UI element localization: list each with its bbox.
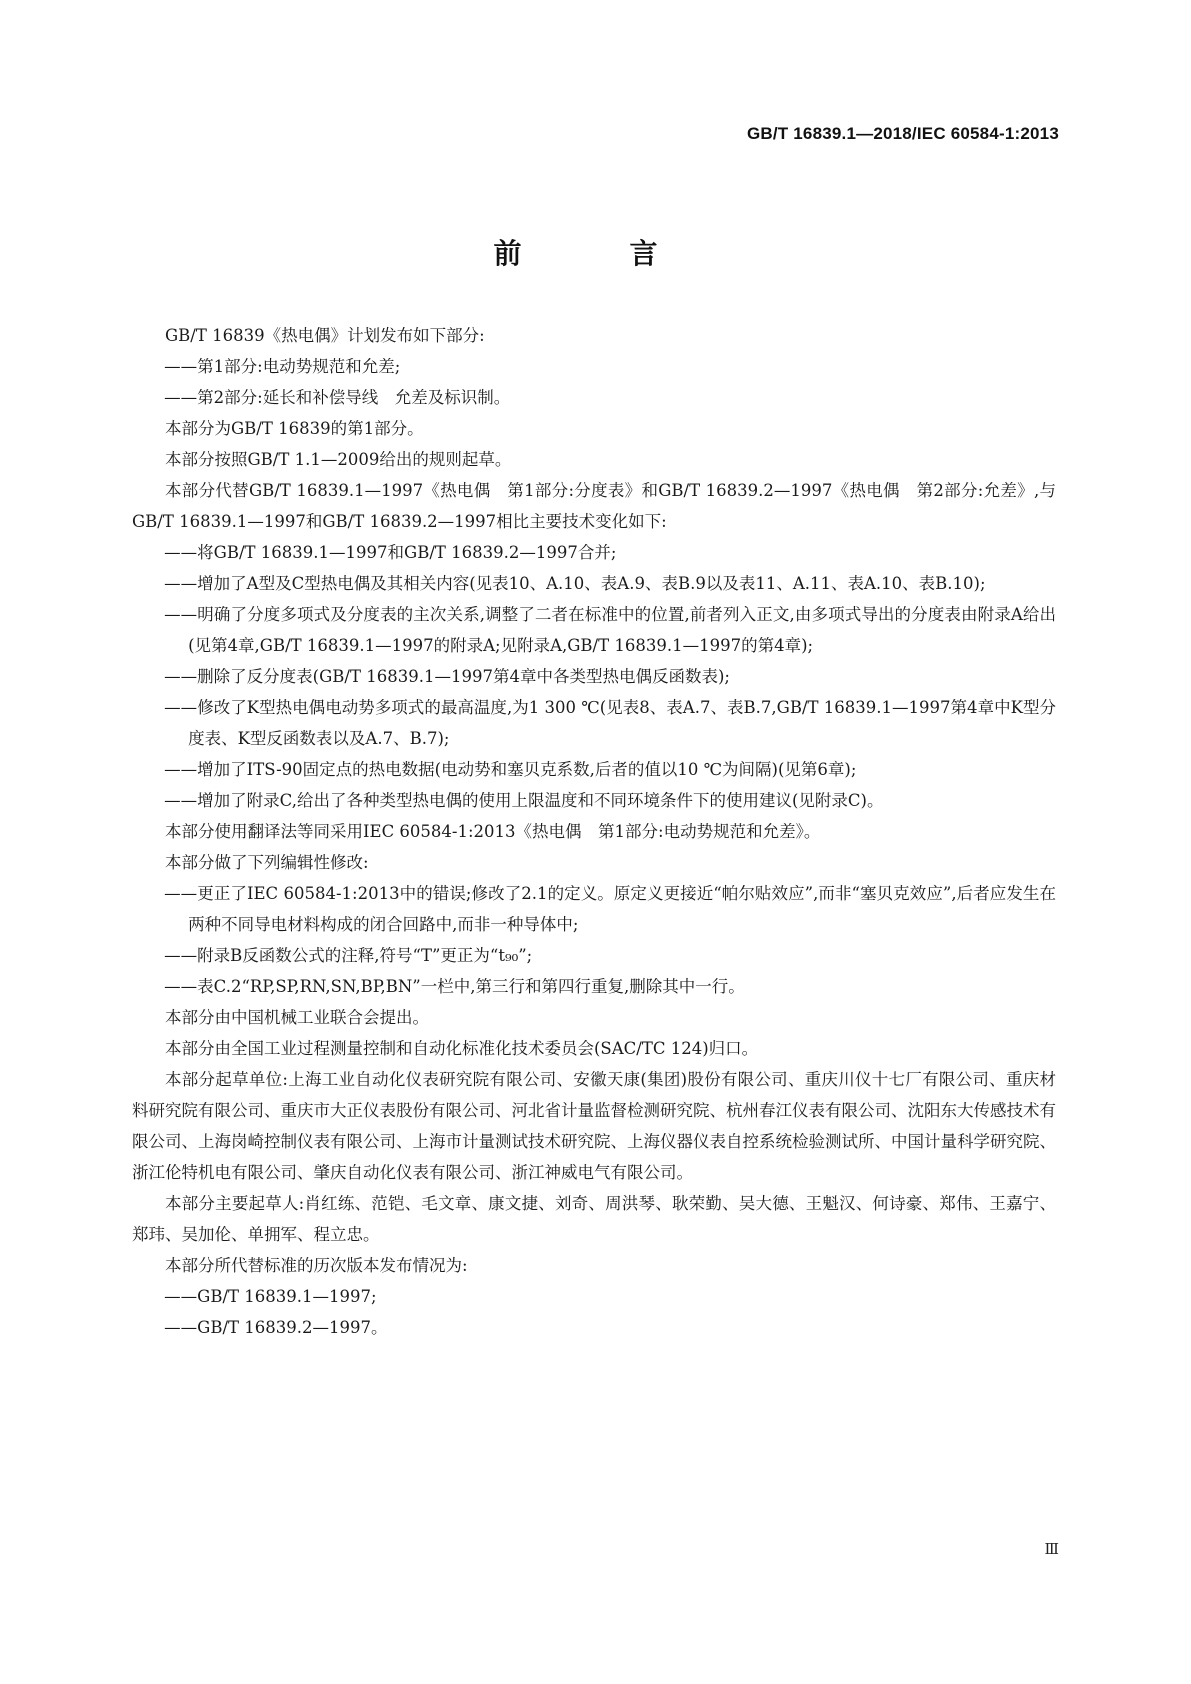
list-item: ——第2部分:延长和补偿导线 允差及标识制。 [164,388,511,407]
list-item: ——表C.2“RP,SP,RN,SN,BP,BN”一栏中,第三行和第四行重复,删除其中一行。 [164,977,745,996]
list-item: ——将GB/T 16839.1—1997和GB/T 16839.2—1997合并; [164,543,617,562]
list-item: ——明确了分度多项式及分度表的主次关系,调整了二者在标准中的位置,前者列入正文,由多项式导出的分度表由附录A给出(见第4章,GB/T 16839.1—1997的附录A;见附录A,GB/T 16839.1—1997的第4章); [164,605,1056,655]
paragraph: 本部分做了下列编辑性修改: [165,853,369,872]
page-number: Ⅲ [1044,1542,1059,1558]
list-item: ——第1部分:电动势规范和允差; [164,357,401,376]
paragraph: 本部分起草单位:上海工业自动化仪表研究院有限公司、安徽天康(集团)股份有限公司、重庆川仪十七厂有限公司、重庆材料研究院有限公司、重庆市大正仪表股份有限公司、河北省计量监督检测研究院、杭州春江仪表有限公司、沈阳东大传感技术有限公司、上海岗崎控制仪表有限公司、上海市计量测试技术研究院、上海仪器仪表自控系统检验测试所、中国计量科学研究院、浙江伦特机电有限公司、肇庆自动化仪表有限公司、浙江神威电气有限公司。 [132,1070,1056,1182]
page-title: 前 言 [493,237,698,270]
paragraph: 本部分由全国工业过程测量控制和自动化标准化技术委员会(SAC/TC 124)归口。 [165,1039,759,1058]
list-item: ——附录B反函数公式的注释,符号“T”更正为“t₉₀”; [164,946,533,965]
list-item: ——更正了IEC 60584-1:2013中的错误;修改了2.1的定义。原定义更接近“帕尔贴效应”,而非“塞贝克效应”,后者应发生在两种不同导电材料构成的闭合回路中,而非一种导体中; [164,884,1056,934]
paragraph: 本部分主要起草人:肖红练、范铠、毛文章、康文捷、刘奇、周洪琴、耿荣勤、吴大德、王魁汉、何诗豪、郑伟、王嘉宁、郑玮、吴加伦、单拥军、程立忠。 [132,1194,1056,1244]
paragraph: 本部分为GB/T 16839的第1部分。 [165,419,424,438]
list-item: ——修改了K型热电偶电动势多项式的最高温度,为1 300 ℃(见表8、表A.7、表B.7,GB/T 16839.1—1997第4章中K型分度表、K型反函数表以及A.7、B.7); [164,698,1056,748]
paragraph: 本部分使用翻译法等同采用IEC 60584-1:2013《热电偶 第1部分:电动势规范和允差》。 [165,822,821,841]
list-item: ——增加了附录C,给出了各种类型热电偶的使用上限温度和不同环境条件下的使用建议(见附录C)。 [164,791,884,810]
paragraph: 本部分所代替标准的历次版本发布情况为: [165,1256,468,1275]
standard-code: GB/T 16839.1—2018/IEC 60584-1:2013 [746,124,1059,143]
paragraph: 本部分代替GB/T 16839.1—1997《热电偶 第1部分:分度表》和GB/T 16839.2—1997《热电偶 第2部分:允差》,与GB/T 16839.1—1997和GB/T 16839.2—1997相比主要技术变化如下: [132,481,1056,531]
paragraph: 本部分按照GB/T 1.1—2009给出的规则起草。 [165,450,512,469]
list-item: ——增加了ITS-90固定点的热电数据(电动势和塞贝克系数,后者的值以10 ℃为间隔)(见第6章); [164,760,857,779]
list-item: ——删除了反分度表(GB/T 16839.1—1997第4章中各类型热电偶反函数表); [164,667,730,686]
list-item: ——增加了A型及C型热电偶及其相关内容(见表10、A.10、表A.9、表B.9以及表11、A.11、表A.10、表B.10); [164,574,986,593]
list-item: ——GB/T 16839.1—1997; [164,1287,377,1306]
document-body [132,320,1056,1343]
paragraph: GB/T 16839《热电偶》计划发布如下部分: [165,326,485,345]
list-item: ——GB/T 16839.2—1997。 [164,1318,388,1337]
paragraph: 本部分由中国机械工业联合会提出。 [165,1008,429,1027]
